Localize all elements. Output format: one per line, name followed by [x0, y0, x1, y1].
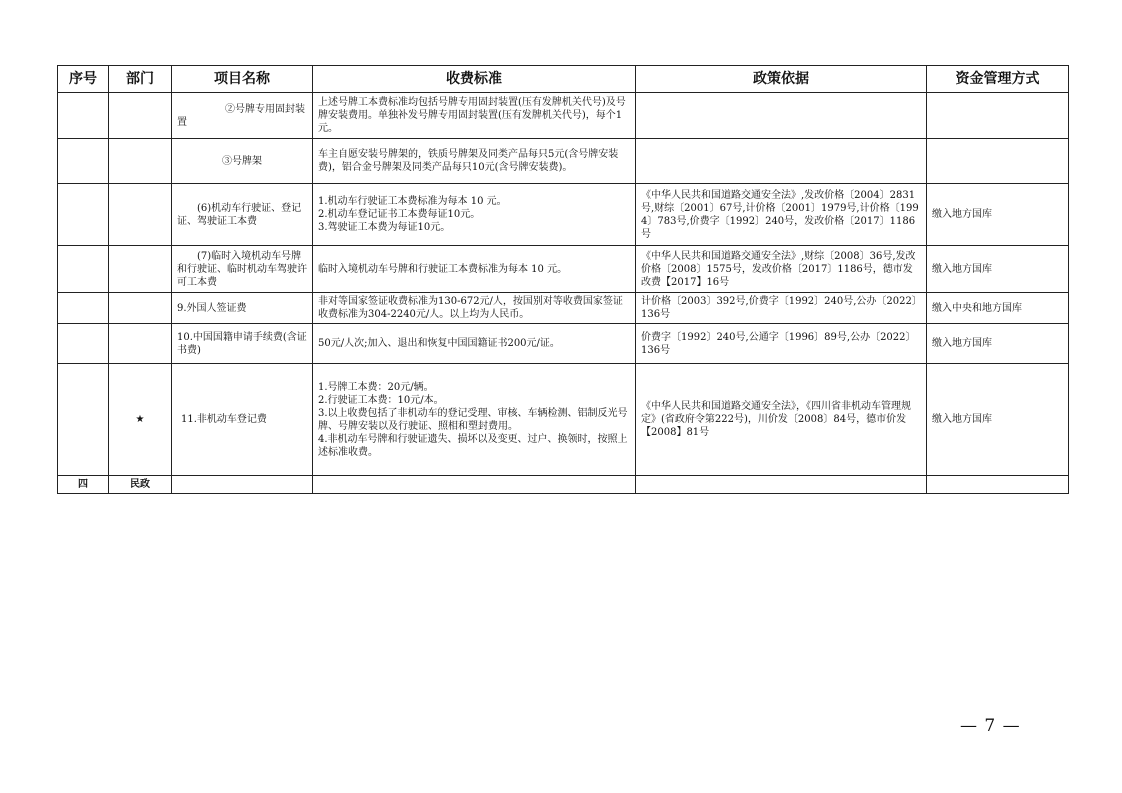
item-name-cell: 11.非机动车登记费	[172, 364, 313, 476]
dept-cell	[109, 246, 172, 293]
seq-cell	[58, 184, 109, 246]
dept-cell	[109, 93, 172, 139]
seq-cell: 四	[58, 476, 109, 494]
table-row	[58, 293, 1069, 324]
table-row	[58, 93, 1069, 139]
policy-basis-cell	[636, 476, 927, 494]
fund-management-cell: 缴入地方国库	[927, 246, 1069, 293]
table-row	[58, 184, 1069, 246]
seq-cell	[58, 246, 109, 293]
policy-basis-cell	[636, 93, 927, 139]
fee-standard-cell: 非对等国家签证收费标准为130-672元/人，按国别对等收费国家签证收费标准为304-2240元/人。以上均为人民币。	[313, 293, 636, 324]
fee-standard-cell: 上述号牌工本费标准均包括号牌专用固封装置(压有发牌机关代号)及号牌安装费用。单独补发号牌专用固封装置(压有发牌机关代号)，每个1元。	[313, 93, 636, 139]
fee-standard-cell: 1.号牌工本费：20元/辆。 2.行驶证工本费：10元/本。 3.以上收费包括了非机动车的登记受理、审核、车辆检测、铝制反光号牌、号牌安装以及行驶证、照相和塑封费用。 4.非机动车号牌和行驶证遗失、损坏以及变更、过户、换领时，按照上述标准收费。	[313, 364, 636, 476]
seq-cell	[58, 364, 109, 476]
fee-standard-cell: 50元/人次;加入、退出和恢复中国国籍证书200元/证。	[313, 324, 636, 364]
dept-cell	[109, 184, 172, 246]
fee-table	[57, 65, 1069, 494]
item-name-cell: 9.外国人签证费	[172, 293, 313, 324]
table-row	[58, 246, 1069, 293]
fee-standard-cell	[313, 476, 636, 494]
fund-management-cell: 缴入中央和地方国库	[927, 293, 1069, 324]
header-standard: 收费标准	[313, 66, 636, 93]
policy-basis-cell: 《中华人民共和国道路交通安全法》，《四川省非机动车管理规定》(省政府令第222号)，川价发〔2008〕84号，德市价发【2008】81号	[636, 364, 927, 476]
table-row	[58, 324, 1069, 364]
fund-management-cell: 缴入地方国库	[927, 184, 1069, 246]
table-row	[58, 139, 1069, 184]
seq-cell	[58, 324, 109, 364]
item-name-cell	[172, 476, 313, 494]
table-row	[58, 364, 1069, 476]
item-name-cell: ②号牌专用固封装置	[172, 93, 313, 139]
fund-management-cell	[927, 139, 1069, 184]
fund-management-cell	[927, 476, 1069, 494]
policy-basis-cell	[636, 139, 927, 184]
fund-management-cell	[927, 93, 1069, 139]
fee-standard-cell: 车主自愿安装号牌架的，铁质号牌架及同类产品每只5元(含号牌安装费)，铝合金号牌架及同类产品每只10元(含号牌安装费)。	[313, 139, 636, 184]
item-name-cell: (7)临时入境机动车号牌和行驶证、临时机动车驾驶许可工本费	[172, 246, 313, 293]
star-mark: ★	[109, 364, 172, 476]
policy-basis-cell: 计价格〔2003〕392号,价费字〔1992〕240号,公办〔2022〕136号	[636, 293, 927, 324]
header-row	[58, 66, 1069, 93]
page-number: — 7 —	[960, 716, 1021, 736]
seq-cell	[58, 293, 109, 324]
fund-management-cell: 缴入地方国库	[927, 364, 1069, 476]
header-seq: 序号	[58, 66, 109, 93]
fee-standard-cell: 1.机动车行驶证工本费标准为每本 10 元。 2.机动车登记证书工本费每证10元。 3.驾驶证工本费为每证10元。	[313, 184, 636, 246]
dept-cell: 民政	[109, 476, 172, 494]
header-policy: 政策依据	[636, 66, 927, 93]
item-name-cell: 10.中国国籍申请手续费(含证书费)	[172, 324, 313, 364]
dept-cell	[109, 139, 172, 184]
item-name-cell: ③号牌架	[172, 139, 313, 184]
dept-cell	[109, 324, 172, 364]
policy-basis-cell: 《中华人民共和国道路交通安全法》,财综〔2008〕36号,发改价格〔2008〕1575号，发改价格〔2017〕1186号，德市发改费【2017】16号	[636, 246, 927, 293]
fee-standard-cell: 临时入境机动车号牌和行驶证工本费标准为每本 10 元。	[313, 246, 636, 293]
header-fund: 资金管理方式	[927, 66, 1069, 93]
seq-cell	[58, 139, 109, 184]
policy-basis-cell: 价费字〔1992〕240号,公通字〔1996〕89号,公办〔2022〕136号	[636, 324, 927, 364]
policy-basis-cell: 《中华人民共和国道路交通安全法》,发改价格〔2004〕2831号,财综〔2001〕67号,计价格〔2001〕1979号,计价格〔1994〕783号,价费字〔1992〕240号，发改价格〔2017〕1186号	[636, 184, 927, 246]
fund-management-cell: 缴入地方国库	[927, 324, 1069, 364]
item-name-cell: (6)机动车行驶证、登记证、驾驶证工本费	[172, 184, 313, 246]
table-row	[58, 476, 1069, 494]
dept-cell	[109, 293, 172, 324]
header-name: 项目名称	[172, 66, 313, 93]
header-dept: 部门	[109, 66, 172, 93]
seq-cell	[58, 93, 109, 139]
